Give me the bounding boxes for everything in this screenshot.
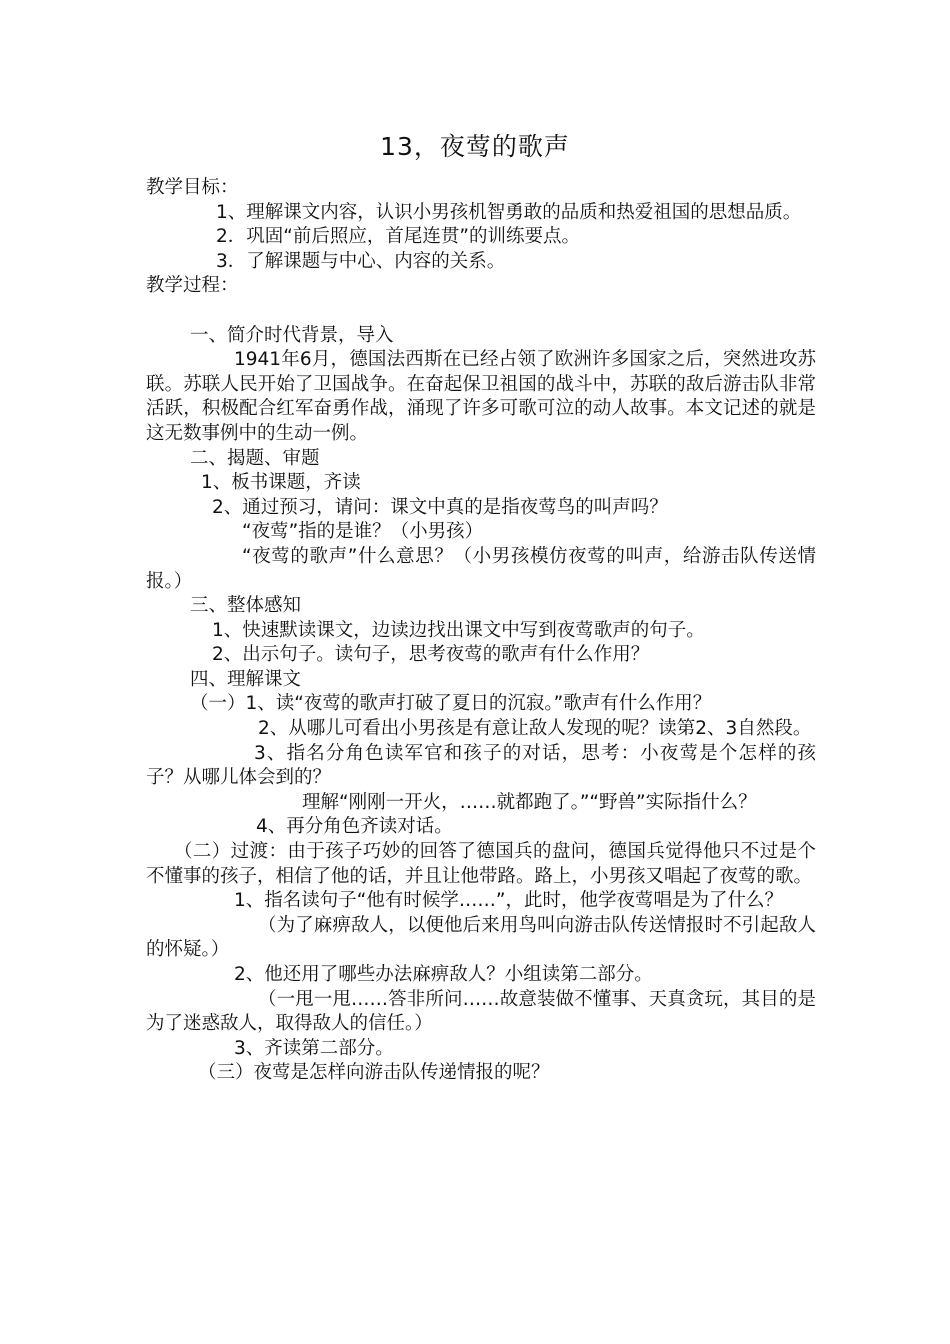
goal-item: 2．巩固“前后照应，首尾连贯”的训练要点。	[216, 226, 580, 248]
list-item: 2、出示句子。读句子，思考夜莺的歌声有什么作用？	[212, 644, 650, 666]
list-item: （三）夜莺是怎样向游击队传递情报的呢？	[198, 1062, 550, 1084]
paragraph: （二）过渡：由于孩子巧妙的回答了德国兵的盘问，德国兵觉得他只不过是个不懂事的孩子，相信了他的话，并且让他带路。路上，小男孩又唱起了夜莺的歌。	[146, 841, 816, 887]
goals-heading: 教学目标：	[146, 177, 239, 198]
blank-line	[146, 299, 816, 324]
section-heading: 二、揭题、审题	[190, 447, 320, 469]
list-item: 4、再分角色齐读对话。	[256, 816, 453, 838]
list-item: 1、指名读句子“他有时候学……”，此时，他学夜莺唱是为了什么？	[234, 890, 783, 912]
list-item: （一）1、读“夜莺的歌声打破了夏日的沉寂。”歌声有什么作用？	[190, 693, 712, 715]
list-item: 3、齐读第二部分。	[234, 1037, 394, 1059]
list-item: 3、指名分角色读军官和孩子的对话，思考：小夜莺是个怎样的孩子？从哪儿体会到的？	[146, 742, 816, 789]
list-item: “夜莺”指的是谁？（小男孩）	[242, 521, 484, 543]
section-heading: 三、整体感知	[190, 595, 302, 617]
document-title: 13，夜莺的歌声	[380, 132, 570, 161]
document-body	[146, 176, 816, 1086]
list-item: “夜莺的歌声”什么意思？（小男孩模仿夜莺的叫声，给游击队传送情报。）	[146, 545, 816, 592]
goal-item: 3．了解课题与中心、内容的关系。	[216, 250, 506, 272]
list-item: 2、从哪儿可看出小男孩是有意让敌人发现的呢？读第2、3自然段。	[258, 718, 812, 740]
paragraph: 1941年6月，德国法西斯在已经占领了欧洲许多国家之后，突然进攻苏联。苏联人民开始了卫国战争。在奋起保卫祖国的战斗中，苏联的敌后游击队非常活跃，积极配合红军奋勇作战，涌现了许多可歌可泣的动人故事。本文记述的就是这无数事例中的生动一例。	[146, 349, 816, 444]
list-item: 1、板书课题，齐读	[201, 472, 361, 494]
list-item: 理解“刚刚一开火，……就都跑了。”“野兽”实际指什么？	[302, 791, 757, 813]
list-item: 2、通过预习，请问：课文中真的是指夜莺鸟的叫声吗？	[212, 496, 668, 518]
list-item: 2、他还用了哪些办法麻痹敌人？小组读第二部分。	[234, 964, 653, 985]
list-item: 1、快速默读课文，边读边找出课文中写到夜莺歌声的句子。	[212, 619, 705, 641]
list-item: （一甩一甩……答非所问……故意装做不懂事、天真贪玩，其目的是为了迷惑敌人，取得敌人的信任。）	[146, 988, 816, 1035]
section-heading: 四、理解课文	[190, 668, 302, 690]
section-heading: 一、简介时代背景，导入	[190, 324, 394, 346]
list-item: （为了麻痹敌人，以便他后来用鸟叫向游击队传送情报时不引起敌人的怀疑。）	[146, 914, 816, 961]
goal-item: 1、理解课文内容，认识小男孩机智勇敢的品质和热爱祖国的思想品质。	[216, 201, 802, 223]
process-heading: 教学过程：	[146, 275, 239, 297]
